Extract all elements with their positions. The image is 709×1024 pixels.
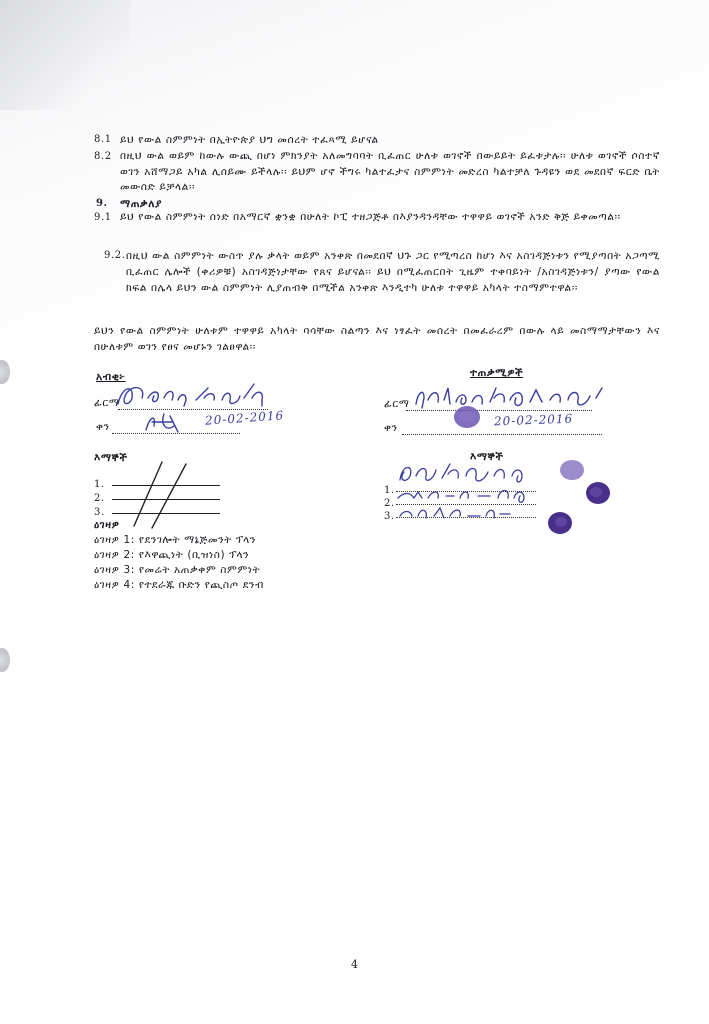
section-number: 9.	[96, 198, 108, 209]
date-label: ቀን	[96, 421, 110, 433]
strike-through-mark	[116, 458, 196, 530]
witness-number: 2.	[94, 493, 105, 504]
clause-number: 8.2	[94, 151, 112, 162]
attachment-item: ዕገዛዎ 2: የእዋጪነት (ቢዝነስ) ፕላን	[94, 549, 250, 561]
signature-label: ፊርማ	[94, 397, 120, 409]
attachment-item: ዕገዛዎ 3: የመሬት አጠቃቀም ስምምነት	[94, 564, 261, 576]
witness-number: 3.	[384, 511, 395, 522]
date-label: ቀን	[384, 422, 398, 434]
date-line	[402, 434, 602, 435]
witnesses-heading: እማኞች	[470, 451, 504, 463]
signature-label: ፊርማ	[384, 398, 410, 410]
date-scribble	[140, 410, 186, 436]
official-stamp-icon	[546, 510, 574, 536]
clause-number: 9.2.	[104, 250, 126, 261]
attachment-item: ዕገዛዎ 1: የደንገሎት ማኔጅመንት ፕላን	[94, 534, 256, 546]
page-number: 4	[351, 958, 358, 971]
left-party-heading: አብቂ፦	[96, 371, 126, 383]
page-corner-shadow	[0, 0, 130, 110]
witness-number: 2.	[384, 498, 395, 509]
official-stamp-icon	[558, 458, 586, 482]
official-stamp-icon	[452, 404, 482, 430]
witness-number: 1.	[384, 485, 395, 496]
handwritten-signature	[410, 378, 610, 412]
clause-number: 8.1	[94, 134, 112, 145]
handwritten-signature	[112, 376, 282, 412]
closing-statement: ይህን የውል ስምምነት ሁለቱም ተዋዋይ አካላት ባሳቸው ስልጣን እና ነፃፈት መሰረት በመፈራረም በውሉ ላይ መስማማታቸውን እና በሁለቱም ወገን የፀና መሆኑን ገልፀዋል፡፡	[94, 325, 660, 353]
witness-signatures	[394, 458, 554, 528]
right-party-heading: ተጠቃሚዎች	[470, 367, 524, 379]
clause-number: 9.1	[94, 212, 112, 223]
section-title: ማጠቃለያ	[120, 198, 163, 210]
witness-number: 3.	[94, 507, 105, 518]
clause-text: ይህ የውል ስምምነት ሰነድ በአማርኛ ቋንቋ በሁለት ኮፒ ተዘጋጅቶ በእያንዳንዳቸው ተዋዋይ ወገኖች አንድ ቅጅ ይቀመጣል፡፡	[120, 211, 621, 223]
date-value: 20-02-2016	[204, 408, 285, 428]
witnesses-heading: እማኞች	[94, 452, 128, 464]
clause-text: በዚህ ውል ስምምነት ውስጥ ያሉ ቃላት ወይም አንቀጽ በመደበኛ ህጉ ጋር የሚጣረስ ከሆነ እና አስገዳጅነቱን የሚያጣበት አጋጣሚ ቢፈጠር ሌሎች (ቀሪዎቹ) አስገዳጅነታቸው የጸና ይሆናል፡፡ ይህ በሚፈጠርበት ጊዜም ተቀባይነት /አስገዳጅነቱን/ ያጣው የውል ክፍል በሌላ ይህን ውል ስምምነት ሊያጠብቅ በሚችል አንቀጽ እንዲተካ ሁለቱ ተዋዋይ አካላት ተስማምተዋል፡፡	[126, 250, 660, 294]
attachment-item: ዕገዛዎ 4: የተደራጁ ቡድን የጪስጦ ደንብ	[94, 579, 264, 591]
official-stamp-icon	[584, 480, 612, 506]
clause-text: ይህ የውል ስምምነት በኢትዮጵያ ህግ መሰረት ተፈጻሚ ይሆናል	[120, 134, 379, 146]
witness-number: 1.	[94, 479, 105, 490]
date-value: 20-02-2016	[493, 411, 574, 429]
clause-text: በዚህ ውል ወይም ከውሉ ውጪ በሆነ ምክንያት አለመግባባት ቢፈጠር ሁለቱ ወገኖች በውይይት ይፈቱታሉ፡፡ ሁለቱ ወገኖች ሶስተኛ ወገን አሸማጋይ አካል ሊሰይሙ ይችላሉ፡፡ ይህም ሆኖ ችግሩ ካልተፈታና ስምምነት መድረስ ካልተቻለ ጉዳዩን ወደ መደበኛ ፍርድ ቤት መውሰድ ይቻላል፡፡	[120, 150, 660, 193]
attachments-heading: ዕገዛዎ	[94, 519, 120, 531]
